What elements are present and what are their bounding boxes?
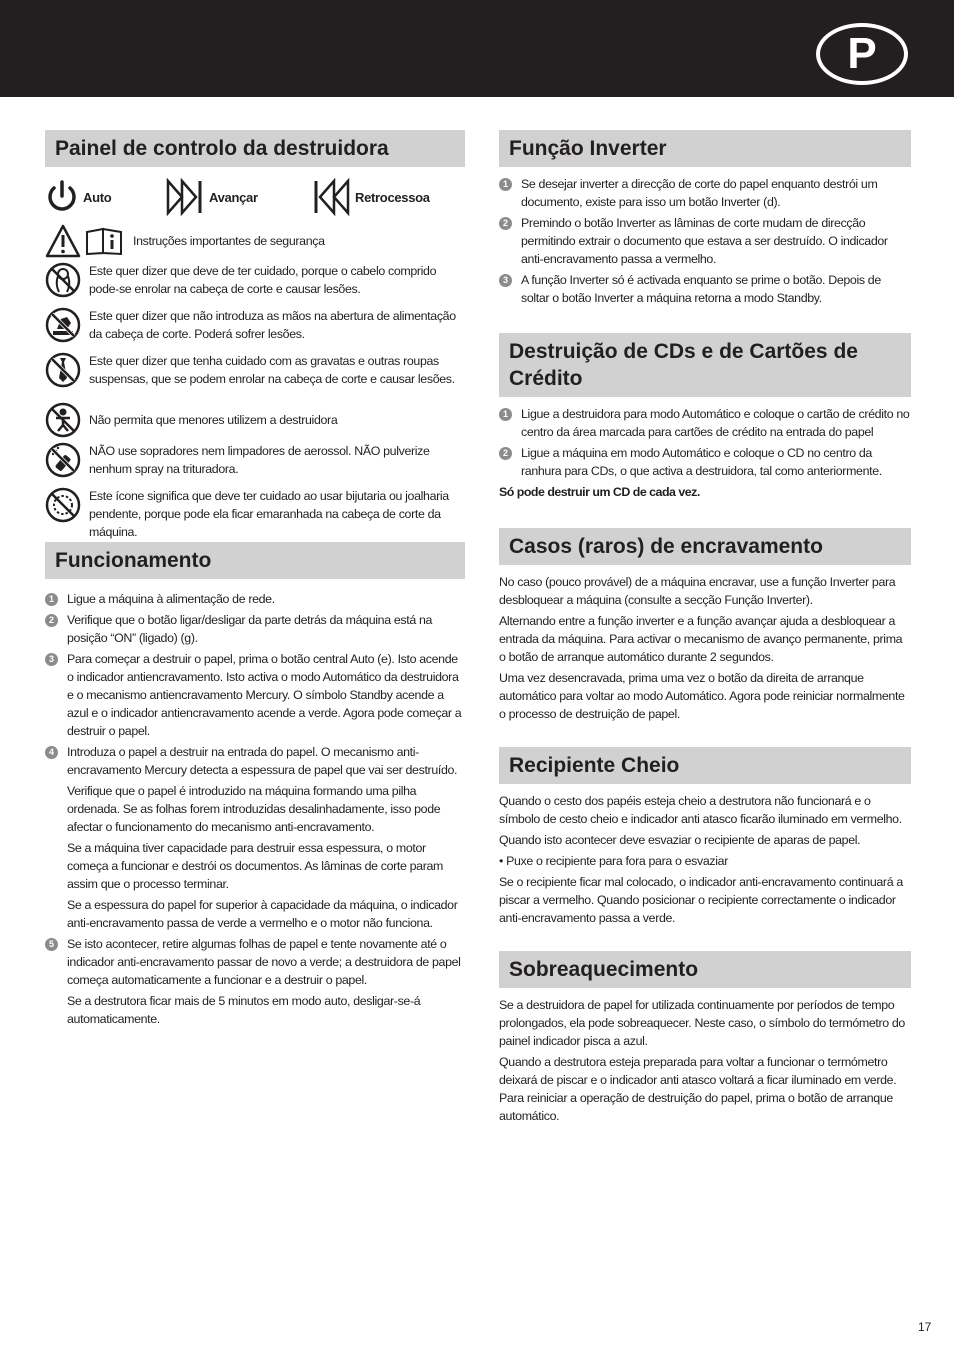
step-number: 4 — [45, 746, 58, 759]
control-panel-heading: Painel de controlo da destruidora — [45, 130, 465, 167]
paragraph: Alternando entre a função inverter e a função avançar ajuda a desbloquear a entrada da máquina. Para activar o mecanismo de avanço permanente, prima o botão de arranque automático durante 2 segundos. — [499, 614, 903, 664]
reverse-heading: Função Inverter — [499, 130, 911, 167]
step-text: Verifique que o papel é introduzido na máquina formando uma pilha ordenada. Se as folhas forem introduzidas desalinhadamente, isso pode afectar o funcionamento do mecanismo anti-encravamento. — [67, 784, 441, 834]
step-number: 2 — [499, 447, 512, 460]
list-item — [45, 611, 465, 647]
step-text: Ligue a destruidora para modo Automático e coloque o cartão de crédito no centro da área marcada para cartões de crédito na entrada do papel — [521, 407, 910, 439]
safety-intro-row — [45, 224, 465, 258]
bin-full-body — [499, 792, 911, 927]
control-forward — [165, 178, 311, 216]
step-number: 1 — [499, 178, 512, 191]
step-text: Se isto acontecer, retire algumas folhas de papel e tente novamente até o indicador anti-encravamento passar de novo a verde; a destruidora de papel começa automaticamente a funcionar e a destruir o papel. — [67, 937, 461, 987]
paragraph: Quando o cesto dos papéis esteja cheio a destrutora não funcionará e o símbolo de cesto cheio e indicador anti atasco ficarão iluminado em vermelho. — [499, 794, 902, 826]
list-item — [499, 175, 911, 211]
reverse-icon — [311, 178, 351, 216]
cds-heading: Destruição de CDs e de Cartões de Crédito — [499, 333, 911, 397]
bin-full-heading: Recipiente Cheio — [499, 747, 911, 784]
safety-intro-text: Instruções importantes de segurança — [133, 234, 325, 248]
header-bar — [0, 0, 954, 97]
list-item — [45, 590, 465, 608]
step-text: A função Inverter só é activada enquanto se prime o botão. Depois de soltar o botão Inverter a máquina retorna a modo Standby. — [521, 273, 881, 305]
control-forward-label: Avançar — [209, 189, 258, 205]
no-tie-icon — [45, 352, 81, 388]
control-reverse — [311, 178, 430, 216]
step-text: Verifique que o botão ligar/desligar da parte detrás da máquina está na posição “ON” (ligado) (g). — [67, 613, 433, 645]
warning-text: NÃO use sopradores nem limpadores de aerossol. NÃO pulverize nenhum spray na trituradora. — [89, 444, 430, 476]
step-number: 3 — [499, 274, 512, 287]
warning-row — [45, 307, 465, 352]
paragraph: Se a destruidora de papel for utilizada continuamente por períodos de tempo prolongados, ela pode sobreaquecer. Neste caso, o símbolo do termómetro do painel indicador pisca a azul. — [499, 998, 905, 1048]
read-manual-icon — [85, 226, 125, 256]
step-text: Se a espessura do papel for superior à capacidade da máquina, o indicador anti-encravamento passa de verde a vermelho e o motor não funciona. — [67, 898, 458, 930]
step-text: Se a destrutora ficar mais de 5 minutos em modo auto, desligar-se-á automaticamente. — [67, 994, 421, 1026]
warning-row — [45, 352, 465, 397]
overheat-heading: Sobreaquecimento — [499, 951, 911, 988]
control-auto-label: Auto — [83, 189, 112, 205]
list-item — [499, 271, 911, 307]
cds-note: Só pode destruir um CD de cada vez. — [499, 485, 700, 499]
overheat-body — [499, 996, 911, 1125]
step-text: Premindo o botão Inverter as lâminas de corte mudam de direcção permitindo extrair o documento que estava a ser destruído. O indicador anti-encravamento passa a vermelho. — [521, 216, 888, 266]
power-icon — [45, 179, 79, 215]
step-number: 2 — [45, 614, 58, 627]
paragraph: No caso (pouco provável) de a máquina encravar, use a função Inverter para desbloquear a máquina (consulte a secção Função Inverter). — [499, 575, 896, 607]
language-badge: P — [816, 23, 908, 85]
list-item — [499, 405, 911, 441]
control-reverse-label: Retrocessoa — [355, 189, 430, 205]
no-jewelry-icon — [45, 487, 81, 523]
warning-text: Este ícone significa que deve ter cuidado ao usar bijutaria ou joalharia pendente, porque pode ela ficar emaranhada na cabeça de corte da máquina. — [89, 489, 449, 539]
jams-heading: Casos (raros) de encravamento — [499, 528, 911, 565]
reverse-list — [499, 175, 911, 307]
step-number: 3 — [45, 653, 58, 666]
operation-list — [45, 590, 465, 1028]
step-number: 1 — [45, 593, 58, 606]
left-column — [45, 130, 465, 1031]
no-children-icon — [45, 402, 81, 438]
step-text: Para começar a destruir o papel, prima o botão central Auto (e). Isto acende o indicador antiencravamento. Isto activa o modo Automático da destruidora e o mecanismo antiencravamento Mercury. O símbolo Standby acende a azul e o indicador antiencravamento acende a verde. Agora pode começar a destruir o papel. — [67, 652, 462, 738]
control-auto — [45, 179, 165, 215]
forward-icon — [165, 178, 205, 216]
warning-text: Este quer dizer que deve de ter cuidado, porque o cabelo comprido pode-se enrolar na cabeça de corte e causar lesões. — [89, 264, 437, 296]
list-item — [45, 650, 465, 740]
paragraph: Quando a destrutora esteja preparada para voltar a funcionar o termómetro deixará de piscar e o indicador anti atasco voltará a ficar iluminado em verde. Para reiniciar a operação de destruição do papel, prima o botão de arranque automático. — [499, 1055, 897, 1123]
step-text: Introduza o papel a destruir na entrada do papel. O mecanismo anti-encravamento Mercury detecta a espessura de papel que vai ser destruído. — [67, 745, 458, 777]
paragraph: Quando isto acontecer deve esvaziar o recipiente de aparas de papel. — [499, 833, 861, 847]
list-item — [499, 214, 911, 268]
control-buttons-row — [45, 178, 465, 216]
warning-row — [45, 487, 465, 539]
warning-icon — [45, 224, 81, 258]
right-column — [499, 130, 911, 1128]
list-item — [45, 935, 465, 1028]
paragraph: Se o recipiente ficar mal colocado, o indicador anti-encravamento continuará a piscar a vermelho. Quando posicionar o recipiente correctamente o indicador anti-encravamento passa a verde. — [499, 875, 903, 925]
step-number: 2 — [499, 217, 512, 230]
no-long-hair-icon — [45, 262, 81, 298]
no-hands-icon — [45, 307, 81, 343]
warning-row — [45, 442, 465, 487]
step-text: Se a máquina tiver capacidade para destruir essa espessura, o motor começa a funcionar e destrói os documentos. As lâminas de corte param assim que o processo terminar. — [67, 841, 443, 891]
step-text: Se desejar inverter a direcção de corte do papel enquanto destrói um documento, existe para isso um botão Inverter (d). — [521, 177, 878, 209]
step-text: Ligue a máquina à alimentação de rede. — [67, 592, 275, 606]
warning-text: Não permita que menores utilizem a destruidora — [89, 412, 338, 427]
warning-text: Este quer dizer que não introduza as mãos na abertura de alimentação da cabeça de corte. Poderá sofrer lesões. — [89, 309, 456, 341]
step-number: 5 — [45, 938, 58, 951]
operation-heading: Funcionamento — [45, 542, 465, 579]
warning-row — [45, 262, 465, 307]
list-item — [499, 444, 911, 480]
no-aerosol-icon — [45, 442, 81, 478]
bullet-item: • Puxe o recipiente para fora para o esvaziar — [499, 854, 728, 868]
warning-row — [45, 397, 465, 442]
page-number: 17 — [918, 1320, 932, 1334]
paragraph: Uma vez desencravada, prima uma vez o botão da direita de arranque automático para voltar ao modo Automático. Agora pode reiniciar normalmente o processo de destruição de papel. — [499, 671, 905, 721]
cds-list — [499, 405, 911, 480]
step-text: Ligue a máquina em modo Automático e coloque o CD no centro da ranhura para CDs, o que activa a destruidora, tal como anteriormente. — [521, 446, 882, 478]
list-item — [45, 743, 465, 932]
warning-text: Este quer dizer que tenha cuidado com as gravatas e outras roupas suspensas, que se podem enrolar na cabeça de corte e causar lesões. — [89, 354, 455, 386]
jams-body — [499, 573, 911, 723]
step-number: 1 — [499, 408, 512, 421]
